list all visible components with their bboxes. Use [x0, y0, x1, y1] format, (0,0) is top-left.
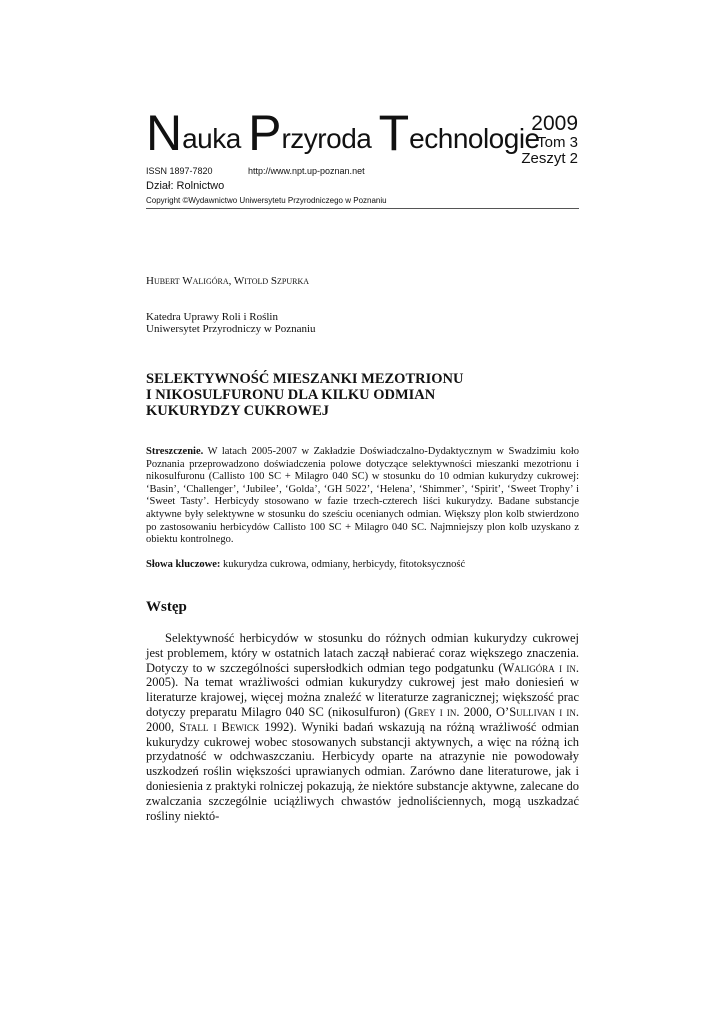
journal-title [146, 105, 540, 161]
body-text-part: 2000, O’ [459, 704, 510, 719]
body-text-part: Selektywność herbicydów w stosunku do różnych odmian kukurydzy cukrowej jest problemem, który w ostatnich latach zaczął nabierać coraz większego znaczenia. Dotyczy to w szczególności supersłodkich odmian tego podgatunku ( [146, 631, 579, 675]
body-paragraph [146, 631, 579, 823]
body-text-part: 2005). Na temat wrażliwości odmian kukurydzy cukrowej jest mało doniesień w literaturze krajowej, więcej można znaleźć w literaturze zagranicznej; większość prac dotyczy preparatu Milagro 040 SC (nikosulfuron) ( [146, 675, 579, 719]
affiliation-university: Uniwersytet Przyrodniczy w Poznaniu [146, 323, 316, 335]
body-text-part: 1992). Wyniki badań wskazują na różną wrażliwość odmian kukurydzy cukrowej wobec stosowanych substancji aktywnych, a więc na różną ich przydatność w odchwaszczaniu. Herbicydy oparte na atrazynie nie powodowały uszkodzeń roślin większości uprawianych odmian. Zarówno dane literaturowe, jak i doniesienia z praktyki rolniczej pokazują, że niektóre substancje aktywne, zalecane do zwalczania szczególnie uciążliwych chwastów jednoliściennych, mogą uszkadzać rośliny niektó- [146, 719, 579, 823]
paper-title-line-2: I NIKOSULFURONU DLA KILKU ODMIAN [146, 387, 436, 403]
abstract-text: W latach 2005-2007 w Zakładzie Doświadczalno-Dydaktycznym w Swadzimiu koło Poznania przeprowadzono doświadczenia polowe dotyczące selektywności mieszanki mezotrionu i nikosulfuronu (Callisto 100 SC + Milagro 040 SC) w stosunku do 10 odmian kukurydzy cukrowej: ‘Basin’, ‘Challenger’, ‘Jubilee’, ‘Golda’, ‘GH 5022’, ‘Helena’, ‘Shimmer’, ‘Spirit’, ‘Sweet Trophy’ i ‘Sweet Tasty’. Herbicydy stosowano w fazie trzech-czterech liści kukurydzy. Badane substancje aktywne były selektywne w stosunku do sześciu ocenianych odmian. Większy plon kolb stwierdzono po zastosowaniu herbicydów Callisto 100 SC + Milagro 040 SC. Najmniejszy plon kolb uzyskano z obiektu kontrolnego. [146, 446, 579, 546]
issn: ISSN 1897-7820 [146, 166, 213, 176]
header-divider [146, 208, 579, 209]
citation: Grey i in. [408, 704, 460, 719]
keywords-label: Słowa kluczowe: [146, 559, 221, 570]
citation: Waligóra i in. [502, 660, 579, 675]
issue-year: 2009 [531, 112, 578, 135]
journal-title-initial-2: P [248, 105, 282, 161]
citation: Stall i Bewick [179, 719, 260, 734]
section-heading: Wstęp [146, 599, 187, 615]
journal-title-part-1: auka [182, 123, 249, 154]
affiliation-department: Katedra Uprawy Roli i Roślin [146, 311, 278, 323]
journal-title-part-2: rzyroda [281, 123, 379, 154]
keywords [146, 559, 579, 572]
issue-volume: Tom 3 [537, 134, 578, 151]
journal-title-initial-1: N [146, 105, 183, 161]
journal-url: http://www.npt.up-poznan.net [248, 166, 365, 176]
journal-title-part-3: echnologie [409, 123, 540, 154]
paper-title [146, 371, 579, 419]
journal-title-initial-3: T [378, 105, 410, 161]
keywords-text: kukurydza cukrowa, odmiany, herbicydy, fitotoksyczność [220, 559, 466, 570]
issue-number: Zeszyt 2 [521, 150, 578, 167]
abstract-label: Streszczenie. [146, 446, 204, 457]
copyright: Copyright ©Wydawnictwo Uniwersytetu Przyrodniczego w Poznaniu [146, 196, 387, 205]
body-text-part: 2000, [146, 719, 180, 734]
abstract [146, 446, 579, 547]
authors: Hubert Waligóra, Witold Szpurka [146, 275, 310, 287]
paper-title-line-1: SELEKTYWNOŚĆ MIESZANKI MEZOTRIONU [146, 371, 464, 387]
section-division: Dział: Rolnictwo [146, 180, 225, 192]
citation: Sullivan i in. [509, 704, 579, 719]
paper-title-line-3: KUKURYDZY CUKROWEJ [146, 403, 330, 419]
